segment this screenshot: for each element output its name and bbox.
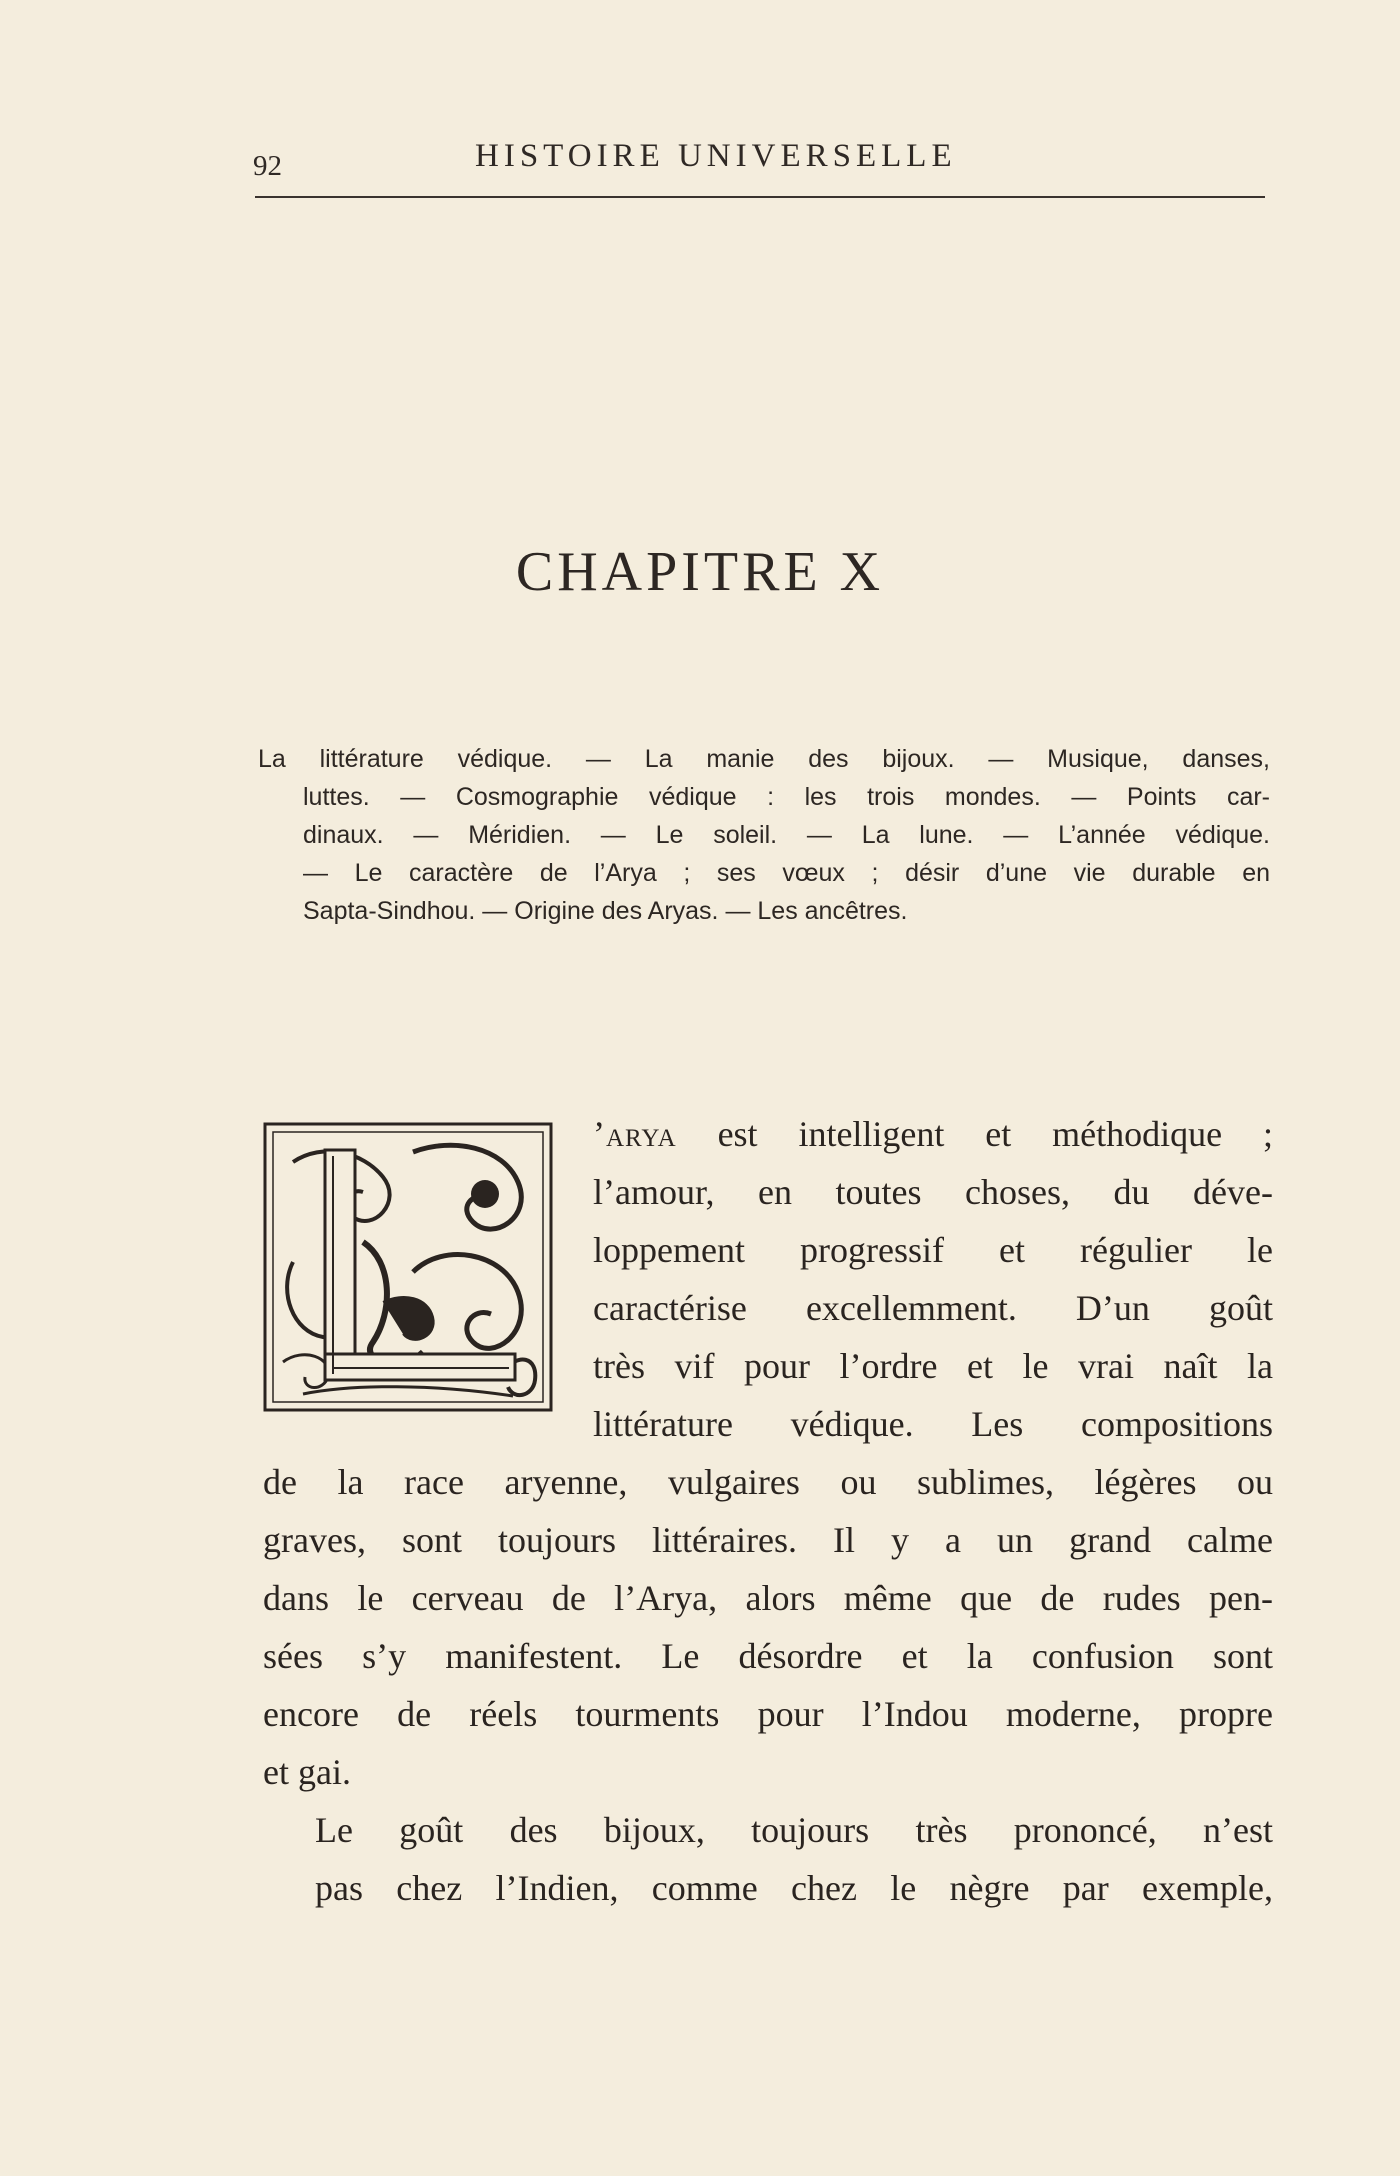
- page-number: 92: [253, 150, 282, 182]
- body-text: [263, 1105, 1273, 1917]
- chapter-title: CHAPITRE X: [515, 541, 885, 603]
- summary-line: dinaux. — Méridien. — Le soleil. — La lune. — L’année védique.: [303, 821, 1270, 849]
- running-title: HISTOIRE UNIVERSELLE: [475, 138, 957, 174]
- body-line: pas chez l’Indien, comme chez le nègre par exemple,: [315, 1868, 1273, 1908]
- body-line: l’amour, en toutes choses, du déve-: [593, 1172, 1273, 1212]
- summary-line: luttes. — Cosmographie védique : les trois mondes. — Points car-: [303, 783, 1270, 811]
- body-line: très vif pour l’ordre et le vrai naît la: [593, 1346, 1273, 1386]
- body-line: [593, 1105, 1273, 1163]
- body-line: loppement progressif et régulier le: [593, 1230, 1273, 1270]
- body-line: dans le cerveau de l’Arya, alors même que de rudes pen-: [263, 1578, 1273, 1618]
- chapter-summary: [258, 740, 1270, 930]
- summary-line: Sapta-Sindhou. — Origine des Aryas. — Les ancêtres.: [303, 897, 908, 925]
- body-line: et gai.: [263, 1752, 351, 1792]
- body-line: graves, sont toujours littéraires. Il y a un grand calme: [263, 1520, 1273, 1560]
- header-rule: [255, 196, 1265, 198]
- body-line: caractérise excellemment. D’un goût: [593, 1288, 1273, 1328]
- summary-line: — Le caractère de l’Arya ; ses vœux ; désir d’une vie durable en: [303, 859, 1270, 887]
- lead-smallcaps: ’arya: [593, 1114, 677, 1154]
- body-line: sées s’y manifestent. Le désordre et la confusion sont: [263, 1636, 1273, 1676]
- body-line: littérature védique. Les compositions: [593, 1404, 1273, 1444]
- body-line-text: est intelligent et méthodique ;: [676, 1114, 1273, 1154]
- body-line: Le goût des bijoux, toujours très prononcé, n’est: [315, 1810, 1273, 1850]
- body-line: encore de réels tourments pour l’Indou moderne, propre: [263, 1694, 1273, 1734]
- page-header: [253, 138, 1265, 198]
- body-line: de la race aryenne, vulgaires ou sublimes, légères ou: [263, 1462, 1273, 1502]
- summary-line: La littérature védique. — La manie des bijoux. — Musique, danses,: [258, 745, 1270, 773]
